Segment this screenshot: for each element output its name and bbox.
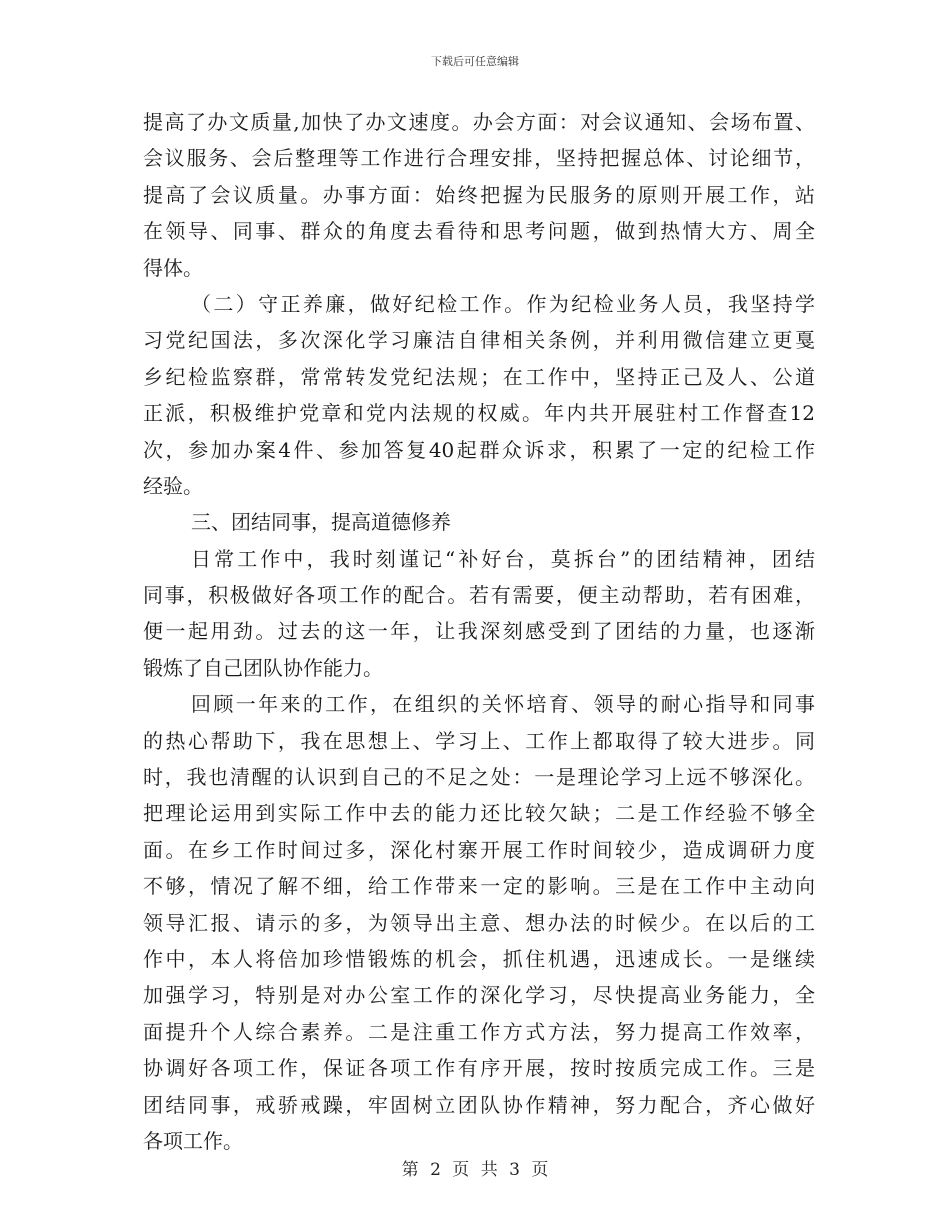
section-heading: 三、团结同事，提高道德修养 xyxy=(191,510,451,535)
document-body xyxy=(143,104,815,1159)
paragraph-start-line: 回顾一年来的工作，在组织的关怀培育、领导的耐心指导和同事 xyxy=(191,692,815,717)
body-line: 作中，本人将倍加珍惜锻炼的机会，抓住机遇，迅速成长。一是继续 xyxy=(143,946,815,971)
body-line: 次，参加办案4件、参加答复40起群众诉求，积累了一定的纪检工作 xyxy=(143,437,815,462)
body-line: 面提升个人综合素养。二是注重工作方式方法，努力提高工作效率， xyxy=(143,1019,815,1044)
body-line: 经验。 xyxy=(143,473,203,498)
body-line: 面。在乡工作时间过多，深化村寨开展工作时间较少，造成调研力度 xyxy=(143,837,815,862)
body-line: 团结同事，戒骄戒躁，牢固树立团队协作精神，努力配合，齐心做好 xyxy=(143,1092,815,1117)
body-line: 乡纪检监察群，常常转发党纪法规；在工作中，坚持正己及人、公道 xyxy=(143,364,815,389)
body-line: 在领导、同事、群众的角度去看待和思考问题，做到热情大方、周全 xyxy=(143,219,815,244)
body-line: 锻炼了自己团队协作能力。 xyxy=(143,655,383,680)
body-line: 提高了办文质量,加快了办文速度。办会方面：对会议通知、会场布置、 xyxy=(143,110,815,134)
body-line: 加强学习，特别是对办公室工作的深化学习，尽快提高业务能力，全 xyxy=(143,983,815,1008)
body-line: 正派，积极维护党章和党内法规的权威。年内共开展驻村工作督查12 xyxy=(143,401,815,426)
body-line: 各项工作。 xyxy=(143,1128,243,1153)
body-line: 同事，积极做好各项工作的配合。若有需要，便主动帮助，若有困难， xyxy=(143,583,815,608)
page-header: 下载后可任意编辑 xyxy=(431,55,519,68)
body-line: 便一起用劲。过去的这一年，让我深刻感受到了团结的力量，也逐渐 xyxy=(143,619,815,644)
body-line: 习党纪国法，多次深化学习廉洁自律相关条例，并利用微信建立更戛 xyxy=(143,328,815,353)
body-line: 的热心帮助下，我在思想上、学习上、工作上都取得了较大进步。同 xyxy=(143,728,815,753)
paragraph-start-line: 日常工作中，我时刻谨记“补好台，莫拆台”的团结精神，团结 xyxy=(191,546,815,571)
section-heading-line: （二）守正养廉，做好纪检工作。作为纪检业务人员，我坚持学 xyxy=(191,291,815,316)
body-line: 不够，情况了解不细，给工作带来一定的影响。三是在工作中主动向 xyxy=(143,874,815,899)
body-line: 把理论运用到实际工作中去的能力还比较欠缺；二是工作经验不够全 xyxy=(143,801,815,826)
body-line: 提高了会议质量。办事方面：始终把握为民服务的原则开展工作，站 xyxy=(143,182,815,207)
page-number: 第 2 页 共 3 页 xyxy=(401,1160,549,1180)
body-line: 时，我也清醒的认识到自己的不足之处：一是理论学习上远不够深化。 xyxy=(143,765,815,790)
body-line: 协调好各项工作，保证各项工作有序开展，按时按质完成工作。三是 xyxy=(143,1056,815,1081)
body-line: 得体。 xyxy=(143,255,203,280)
body-line: 领导汇报、请示的多，为领导出主意、想办法的时候少。在以后的工 xyxy=(143,910,815,935)
body-line: 会议服务、会后整理等工作进行合理安排，坚持把握总体、讨论细节， xyxy=(143,146,815,171)
